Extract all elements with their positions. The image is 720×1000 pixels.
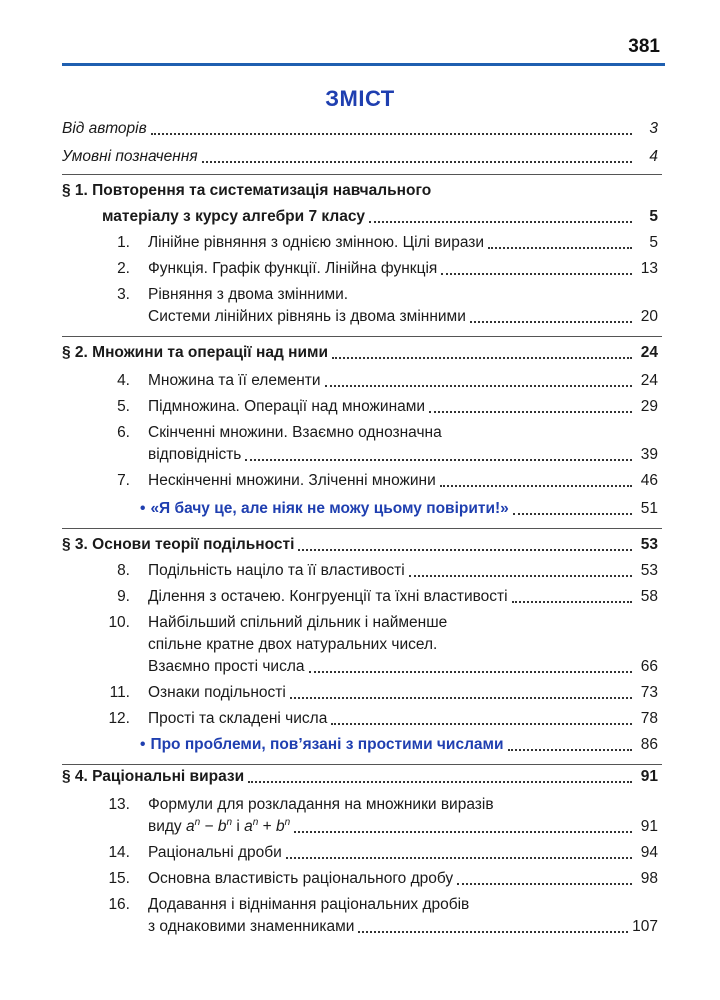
entry-page: 51	[640, 500, 658, 517]
toc-entry-10-line2[interactable]: спільне кратне двох натуральних чисел.	[148, 636, 438, 653]
entry-page: 29	[640, 398, 658, 415]
formula-op: +	[258, 818, 276, 835]
formula-exp: n	[194, 816, 201, 828]
entry-page: 24	[640, 344, 658, 361]
leader-dots	[513, 513, 632, 515]
formula-var: b	[217, 818, 227, 835]
item-number: 15.	[108, 870, 130, 887]
leader-dots	[309, 671, 633, 673]
leader-dots	[298, 549, 632, 551]
formula-exp: n	[284, 816, 291, 828]
toc-entry-10-line1[interactable]: Найбільший спільний дільник і найменше	[148, 614, 448, 631]
entry-page: 78	[640, 710, 658, 727]
page-number: 381	[628, 36, 660, 57]
entry-text: Функція. Графік функції. Лінійна функція	[148, 260, 438, 277]
entry-text: «Я бачу це, але ніяк не можу цьому повірити!»	[150, 500, 509, 517]
formula-var: b	[275, 818, 285, 835]
leader-dots	[332, 357, 632, 359]
entry-text: Подільність націло та її властивості	[148, 562, 405, 579]
leader-dots	[470, 321, 632, 323]
item-number: 2.	[117, 260, 130, 277]
toc-entry-6-line1[interactable]: Скінченні множини. Взаємно однозначна	[148, 424, 442, 441]
item-number: 10.	[108, 614, 130, 631]
toc-entry-2[interactable]	[148, 258, 658, 280]
toc-entry-1[interactable]	[148, 232, 658, 254]
entry-page: 73	[640, 684, 658, 701]
entry-page: 91	[640, 768, 658, 785]
page-title: ЗМІСТ	[325, 86, 395, 111]
item-number: 4.	[117, 372, 130, 389]
toc-entry-3[interactable]	[148, 306, 658, 328]
entry-text: Раціональні дроби	[148, 844, 282, 861]
toc-entry-16-line1[interactable]: Додавання і віднімання раціональних дробів	[148, 896, 470, 913]
item-number: 16.	[108, 896, 130, 913]
item-number: 6.	[117, 424, 130, 441]
entry-text	[148, 816, 290, 838]
section-divider	[62, 174, 662, 175]
entry-text: Взаємно прості числа	[148, 658, 305, 675]
leader-dots	[488, 247, 632, 249]
leader-dots	[294, 831, 632, 833]
item-number: 11.	[109, 684, 130, 701]
item-number: 1.	[117, 234, 130, 251]
section-divider	[62, 336, 662, 337]
leader-dots	[440, 485, 632, 487]
item-number: 9.	[117, 588, 130, 605]
toc-entry-6[interactable]	[148, 444, 658, 466]
entry-page: 39	[640, 446, 658, 463]
entry-page: 66	[640, 658, 658, 675]
section-3-title[interactable]	[62, 534, 658, 556]
toc-entry-15[interactable]	[148, 868, 658, 890]
entry-page: 4	[649, 148, 658, 165]
entry-text: Системи лінійних рівнянь із двома змінними	[148, 308, 466, 325]
entry-page: 46	[640, 472, 658, 489]
entry-page: 24	[640, 372, 658, 389]
item-number: 3.	[117, 286, 130, 303]
section-divider	[62, 764, 662, 765]
leader-dots	[441, 273, 632, 275]
formula-var: a	[186, 818, 195, 835]
entry-text: Умовні позначення	[62, 148, 198, 165]
toc-entry-s3-extra[interactable]	[140, 734, 658, 756]
entry-text: Підмножина. Операції над множинами	[148, 398, 426, 415]
entry-page: 98	[640, 870, 658, 887]
toc-entry-16[interactable]	[148, 916, 658, 938]
entry-page: 58	[640, 588, 658, 605]
entry-text: відповідність	[148, 446, 242, 463]
entry-text: § 4. Раціональні вирази	[62, 768, 245, 785]
entry-text: § 2. Множини та операції над ними	[62, 344, 328, 361]
bullet-icon: •	[140, 500, 146, 517]
toc-entry-s2-extra[interactable]	[140, 498, 658, 520]
leader-dots	[325, 385, 632, 387]
leader-dots	[409, 575, 632, 577]
entry-text: Лінійне рівняння з однією змінною. Цілі вирази	[148, 234, 485, 251]
toc-entry-14[interactable]	[148, 842, 658, 864]
item-number: 13.	[108, 796, 130, 813]
entry-text: Множина та її елементи	[148, 372, 321, 389]
toc-entry-10[interactable]	[148, 656, 658, 678]
leader-dots	[290, 697, 632, 699]
entry-text: Ділення з остачею. Конгруенції та їхні властивості	[148, 588, 508, 605]
entry-page: 13	[640, 260, 658, 277]
formula-op: −	[200, 818, 218, 835]
formula-prefix: виду	[148, 818, 186, 835]
leader-dots	[202, 161, 632, 163]
section-2-title[interactable]	[62, 342, 658, 364]
formula-exp: n	[252, 816, 259, 828]
leader-dots	[358, 931, 628, 933]
entry-text: Нескінченні множини. Зліченні множини	[148, 472, 436, 489]
entry-page: 5	[649, 208, 658, 225]
formula-conj: і	[232, 818, 245, 835]
entry-page: 5	[649, 234, 658, 251]
entry-page: 107	[632, 918, 658, 935]
toc-entry-legend[interactable]	[62, 146, 658, 168]
toc-entry-13[interactable]	[148, 816, 658, 838]
bullet-icon: •	[140, 736, 146, 753]
toc-entry-11[interactable]	[148, 682, 658, 704]
entry-text: Основна властивість раціонального дробу	[148, 870, 454, 887]
leader-dots	[512, 601, 632, 603]
toc-entry-7[interactable]	[148, 470, 658, 492]
toc-entry-4[interactable]	[148, 370, 658, 392]
section-4-title[interactable]	[62, 766, 658, 788]
entry-page: 94	[640, 844, 658, 861]
entry-text: Про проблеми, пов’язані з простими числами	[150, 736, 504, 753]
entry-text: Від авторів	[62, 120, 147, 137]
entry-text: § 3. Основи теорії подільності	[62, 536, 295, 553]
entry-page: 53	[640, 536, 658, 553]
toc-entry-13-line1[interactable]: Формули для розкладання на множники виразів	[148, 796, 494, 813]
toc-entry-3-line1[interactable]: Рівняння з двома змінними.	[148, 286, 349, 303]
toc-entry-authors[interactable]	[62, 118, 658, 140]
entry-text: Ознаки подільності	[148, 684, 286, 701]
leader-dots	[369, 221, 632, 223]
entry-page: 86	[640, 736, 658, 753]
leader-dots	[245, 459, 632, 461]
entry-page: 53	[640, 562, 658, 579]
toc-entry-5[interactable]	[148, 396, 658, 418]
leader-dots	[457, 883, 632, 885]
leader-dots	[248, 781, 632, 783]
toc-entry-9[interactable]	[148, 586, 658, 608]
entry-text: Прості та складені числа	[148, 710, 328, 727]
leader-dots	[286, 857, 632, 859]
leader-dots	[429, 411, 632, 413]
leader-dots	[508, 749, 632, 751]
section-1-title[interactable]	[102, 206, 658, 228]
formula-exp: n	[226, 816, 233, 828]
entry-page: 3	[649, 120, 658, 137]
entry-page: 91	[640, 818, 658, 835]
entry-text: матеріалу з курсу алгебри 7 класу	[102, 208, 366, 225]
item-number: 7.	[117, 472, 130, 489]
leader-dots	[331, 723, 632, 725]
formula-var: a	[244, 818, 253, 835]
toc-entry-8[interactable]	[148, 560, 658, 582]
item-number: 5.	[117, 398, 130, 415]
item-number: 14.	[108, 844, 130, 861]
entry-page: 20	[640, 308, 658, 325]
section-divider	[62, 528, 662, 529]
item-number: 12.	[108, 710, 130, 727]
item-number: 8.	[117, 562, 130, 579]
leader-dots	[151, 133, 632, 135]
entry-text: з однаковими знаменниками	[148, 918, 355, 935]
toc-entry-12[interactable]	[148, 708, 658, 730]
section-1-title-line1[interactable]: § 1. Повторення та систематизація навчального	[62, 182, 432, 199]
